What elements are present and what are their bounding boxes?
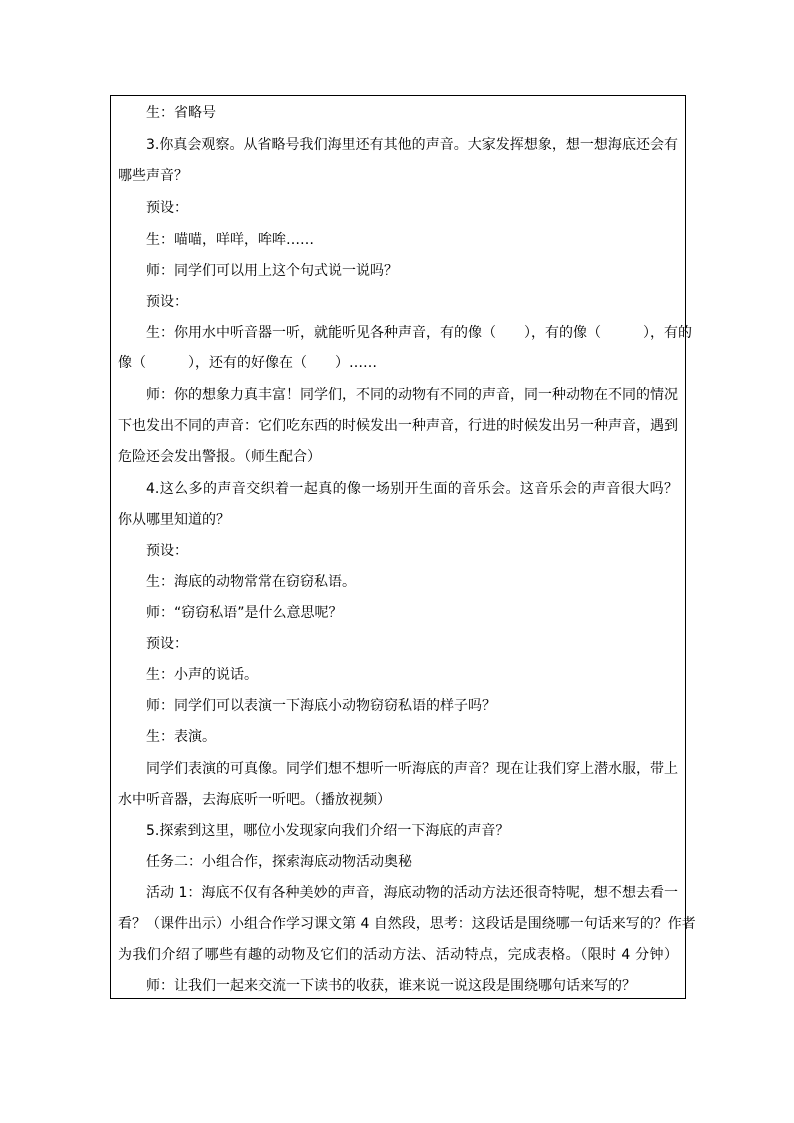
text-line: 生：海底的动物常常在窃窃私语。 (146, 574, 356, 590)
text-line: 师：“窃窃私语”是什么意思呢？ (146, 605, 343, 621)
text-line: 水中听音器，去海底听一听吧。（播放视频） (118, 792, 391, 808)
text-line: 同学们表演的可真像。同学们想不想听一听海底的声音？现在让我们穿上潜水服，带上 (146, 761, 678, 777)
text-line: 预设： (146, 636, 188, 652)
text-line: 任务二：小组合作，探索海底动物活动奥秘 (146, 854, 412, 870)
text-line: 3.你真会观察。从省略号我们海里还有其他的声音。大家发挥想象，想一想海底还会有 (146, 137, 678, 153)
text-line: 生：喵喵，咩咩，哞哞…… (146, 232, 314, 248)
text-line: 为我们介绍了哪些有趣的动物及它们的活动方法、活动特点，完成表格。（限时 4 分钟） (118, 947, 678, 963)
text-line: 生：表演。 (146, 729, 216, 745)
text-line: 哪些声音？ (118, 168, 188, 184)
text-line: 像（ ），还有的好像在（ ）…… (118, 355, 377, 371)
text-line: 危险还会发出警报。（师生配合） (118, 449, 321, 465)
text-line: 预设： (146, 294, 188, 310)
text-line: 看？（课件出示）小组合作学习课文第 4 自然段，思考：这段话是围绕哪一句话来写的？作者 (118, 916, 696, 932)
text-line: 活动 1：海底不仅有各种美妙的声音，海底动物的活动方法还很奇特呢，想不想去看一 (146, 885, 678, 901)
text-line: 师：你的想象力真丰富！同学们，不同的动物有不同的声音，同一种动物在不同的情况 (146, 387, 678, 403)
text-line: 5.探索到这里，哪位小发现家向我们介绍一下海底的声音？ (146, 823, 510, 839)
text-line: 生：小声的说话。 (146, 667, 258, 683)
text-line: 预设： (146, 200, 188, 216)
text-line: 预设： (146, 543, 188, 559)
text-line: 师：同学们可以用上这个句式说一说吗？ (146, 263, 398, 279)
text-line: 你从哪里知道的？ (118, 512, 230, 528)
text-line: 师：同学们可以表演一下海底小动物窃窃私语的样子吗？ (146, 698, 496, 714)
text-line: 生：省略号 (146, 105, 216, 121)
text-line: 生：你用水中听音器一听，就能听见各种声音，有的像（ ），有的像（ ），有的 (146, 325, 692, 341)
text-line: 4.这么多的声音交织着一起真的像一场别开生面的音乐会。这音乐会的声音很大吗？ (146, 481, 678, 497)
text-line: 下也发出不同的声音：它们吃东西的时候发出一种声音，行进的时候发出另一种声音，遇到 (118, 418, 678, 434)
text-line: 师：让我们一起来交流一下读书的收获，谁来说一说这段是围绕哪句话来写的？ (146, 978, 636, 994)
